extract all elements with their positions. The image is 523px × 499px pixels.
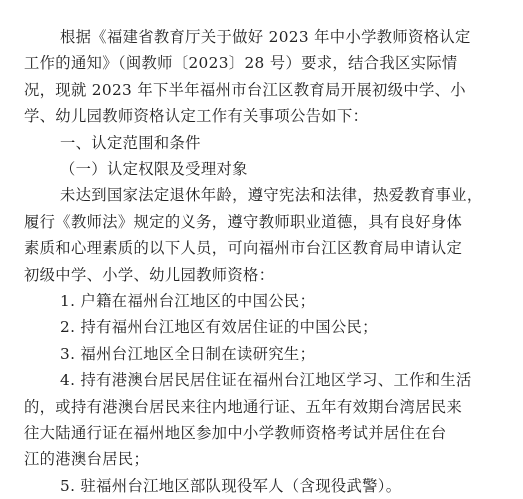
subsection-heading: （一）认定权限及受理对象 — [60, 160, 248, 178]
conditions-line-4: 初级中学、小学、幼儿园教师资格： — [24, 265, 275, 284]
conditions-line-1: 未达到国家法定退休年龄，遵守宪法和法律，热爱教育事业， — [60, 186, 483, 205]
list-item-3: 3. 福州台江地区全日制在读研究生； — [60, 344, 316, 363]
list-item-5: 5. 驻福州台江地区部队现役军人（含现役武警）。 — [60, 476, 402, 495]
list-item-1: 1. 户籍在福州台江地区的中国公民； — [60, 292, 316, 310]
paragraph-intro-line-4: 学、幼儿园教师资格认定工作有关事项公告如下： — [24, 107, 369, 126]
list-item-2: 2. 持有福州台江地区有效居住证的中国公民； — [60, 318, 378, 337]
section-heading: 一、认定范围和条件 — [60, 133, 201, 152]
paragraph-intro-line-1: 根据《福建省教育厅关于做好 2023 年中小学教师资格认定 — [60, 28, 471, 46]
paragraph-intro-line-2: 工作的通知》（闽教师〔2023〕28 号）要求，结合我区实际情 — [24, 54, 458, 73]
conditions-line-2: 履行《教师法》规定的义务，遵守教师职业道德，具有良好身体 — [24, 212, 463, 231]
paragraph-intro-line-3: 况，现就 2023 年下半年福州市台江区教育局开展初级中学、小 — [24, 80, 466, 99]
list-item-4-line-3: 往大陆通行证在福州地区参加中小学教师资格考试并居住在台 — [24, 424, 447, 442]
list-item-4-line-4: 江的港澳台居民； — [24, 450, 150, 469]
list-item-4-line-2: 的，或持有港澳台居民来往内地通行证、五年有效期台湾居民来 — [24, 397, 463, 416]
conditions-line-3: 素质和心理素质的以下人员，可向福州市台江区教育局申请认定 — [24, 239, 463, 258]
list-item-4-line-1: 4. 持有港澳台居民居住证在福州台江地区学习、工作和生活 — [60, 371, 472, 390]
